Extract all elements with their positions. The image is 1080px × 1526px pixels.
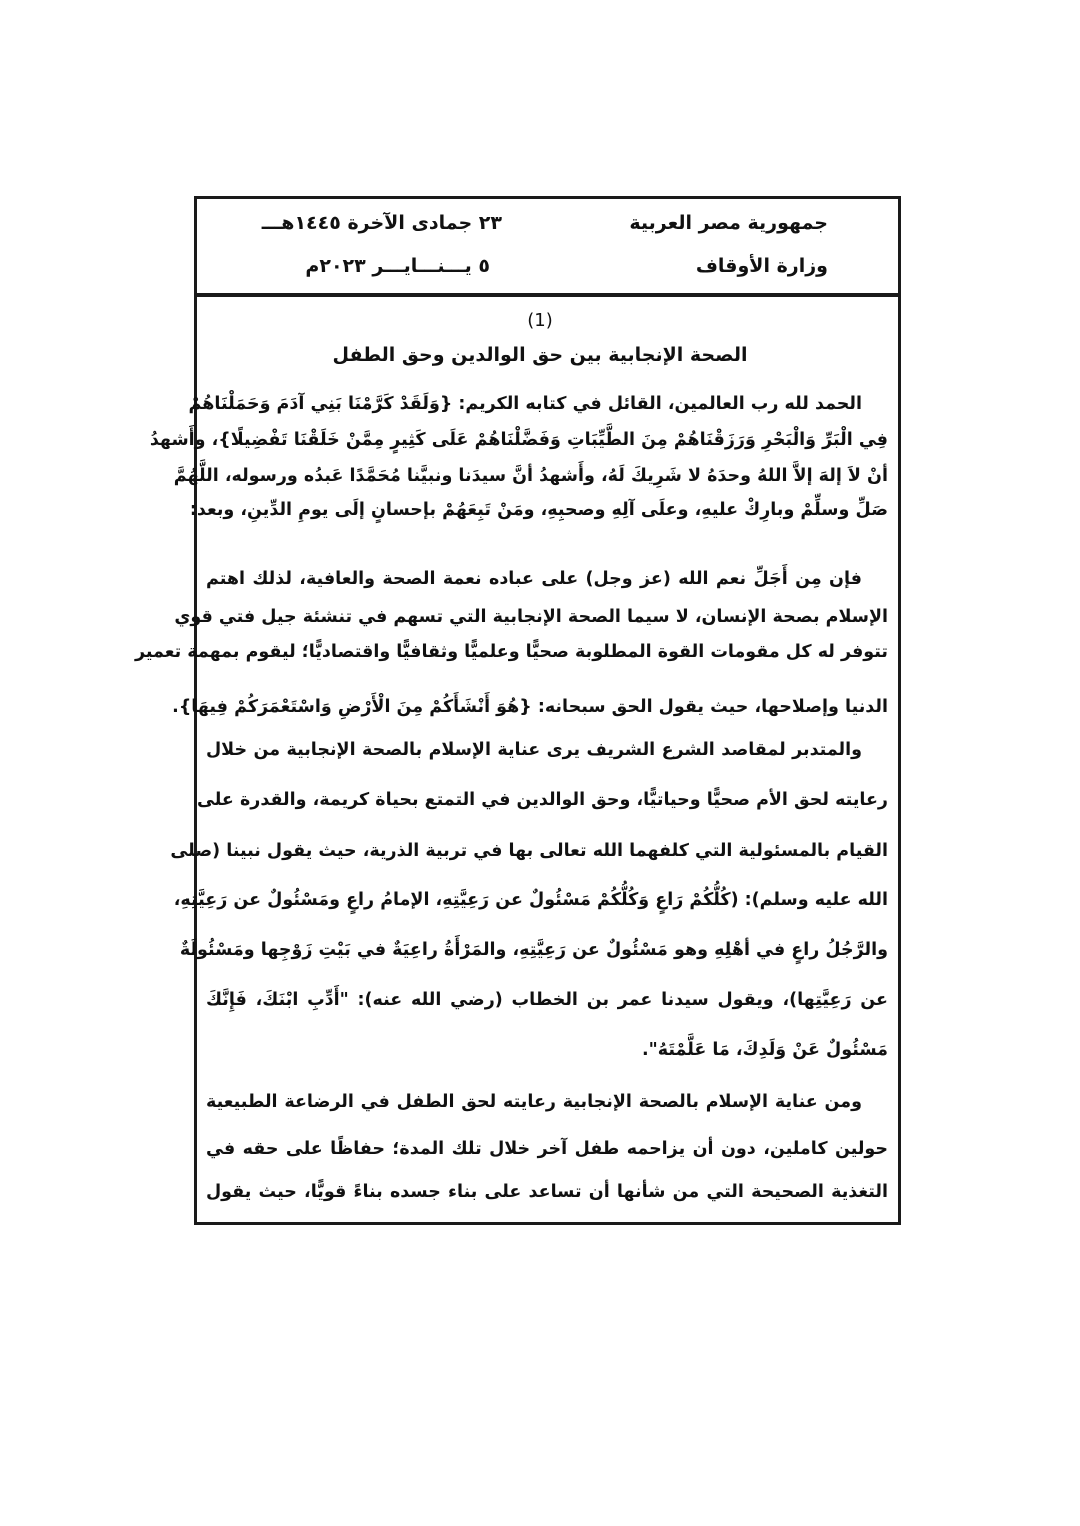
paragraph-2-line: فإن مِن أَجَلِّ نعم الله (عز وجل) على عباده نعمة الصحة والعافية، لذلك اهتم (206, 569, 862, 589)
paragraph-2-line: الإسلام بصحة الإنسان، لا سيما الصحة الإنجابية التي تسهم في تنشئة جيل فتي قوي (174, 607, 888, 627)
paragraph-3-line: مَسْئُولٌ عَنْ وَلَدِكَ، مَا عَلَّمْتَهُ". (641, 1040, 888, 1060)
paragraph-3-line: والرَّجُلُ راعٍ في أهْلِهِ وهو مَسْئُولٌ عن رَعِيَّتِهِ، والمَرْأَةُ راعِيَةٌ في بَيْتِ زَوْجِها ومَسْئُولَةٌ (179, 940, 888, 960)
section-number: (1) (527, 310, 553, 331)
paragraph-2-line: تتوفر له كل مقومات القوة المطلوبة صحيًّا وعلميًّا وثقافيًّا واقتصاديًّا؛ ليقوم بمهمة تعمير (134, 642, 888, 662)
header-ministry: وزارة الأوقاف (695, 255, 828, 277)
paragraph-3-line: القيام بالمسئولية التي كلفهما الله تعالى بها في تربية الذرية، حيث يقول نبينا (صلى (170, 841, 888, 861)
paragraph-1-line: أنْ لاَ إلهَ إلاَّ اللهُ وحدَهُ لا شَرِيكَ لَهُ، وأَشهدُ أنَّ سيدَنا ونبيَّنا مُحَمَّدًا عَبدُه ورسوله، اللَّهُمَّ (173, 466, 888, 486)
paragraph-4-line: حولين كاملين، دون أن يزاحمه طفل آخر خلال تلك المدة؛ حفاظًا على حقه في (206, 1139, 888, 1159)
header-hijri-date: ٢٣ جمادى الآخرة ١٤٤٥هـــ (261, 212, 502, 234)
paragraph-1-line: فِي الْبَرِّ وَالْبَحْرِ وَرَزَقْنَاهُمْ مِنَ الطَّيِّبَاتِ وَفَضَّلْنَاهُمْ عَلَى كَثِيرٍ مِمَّنْ خَلَقْنَا تَفْضِيلًا}، وأَشهدُ (149, 430, 888, 450)
header-country: جمهورية مصر العربية (629, 212, 828, 234)
paragraph-3-line: والمتدبر لمقاصد الشرع الشريف يرى عناية الإسلام بالصحة الإنجابية من خلال (206, 740, 862, 760)
paragraph-1-line: الحمد لله رب العالمين، القائل في كتابه الكريم: {وَلَقَدْ كَرَّمْنَا بَنِي آدَمَ وَحَمَلْنَاهُمْ (188, 394, 862, 414)
paragraph-2-line: الدنيا وإصلاحها، حيث يقول الحق سبحانه: {هُوَ أَنْشَأَكُمْ مِنَ الْأَرْضِ وَاسْتَعْمَرَكُمْ فِيهَا}. (172, 697, 888, 717)
document-title: الصحة الإنجابية بين حق الوالدين وحق الطفل (332, 344, 748, 366)
paragraph-3-line: رعايته لحق الأم صحيًّا وحياتيًّا، وحق الوالدين في التمتع بحياة كريمة، والقدرة على (197, 790, 888, 810)
paragraph-1-line: صَلِّ وسلِّمْ وبارِكْ عليهِ، وعلَى آلِهِ وصحبِهِ، ومَنْ تَبِعَهُمْ بإحسانٍ إلَى يومِ الدِّينِ، وبعد: (189, 500, 888, 520)
paragraph-3-line: الله عليه وسلم): (كُلُّكُمْ رَاعٍ وَكُلُّكُمْ مَسْئُولٌ عن رَعِيَّتِهِ، الإمامُ راعٍ ومَسْئُولٌ عن رَعِيَّتِهِ، (173, 890, 888, 910)
header-divider (194, 293, 901, 297)
paragraph-3-line: عن رَعِيَّتِها)، ويقول سيدنا عمر بن الخطاب (رضي الله عنه): "أَدِّبِ ابْنَكَ، فَإِنَّكَ (206, 990, 888, 1010)
paragraph-4-line: التغذية الصحيحة التي من شأنها أن تساعد على بناء جسده بناءً قويًّا، حيث يقول (206, 1182, 888, 1202)
header-gregorian-date: ٥ يـــنـــايـــر ٢٠٢٣م (305, 255, 490, 277)
paragraph-4-line: ومن عناية الإسلام بالصحة الإنجابية رعايته لحق الطفل في الرضاعة الطبيعية (206, 1092, 862, 1112)
